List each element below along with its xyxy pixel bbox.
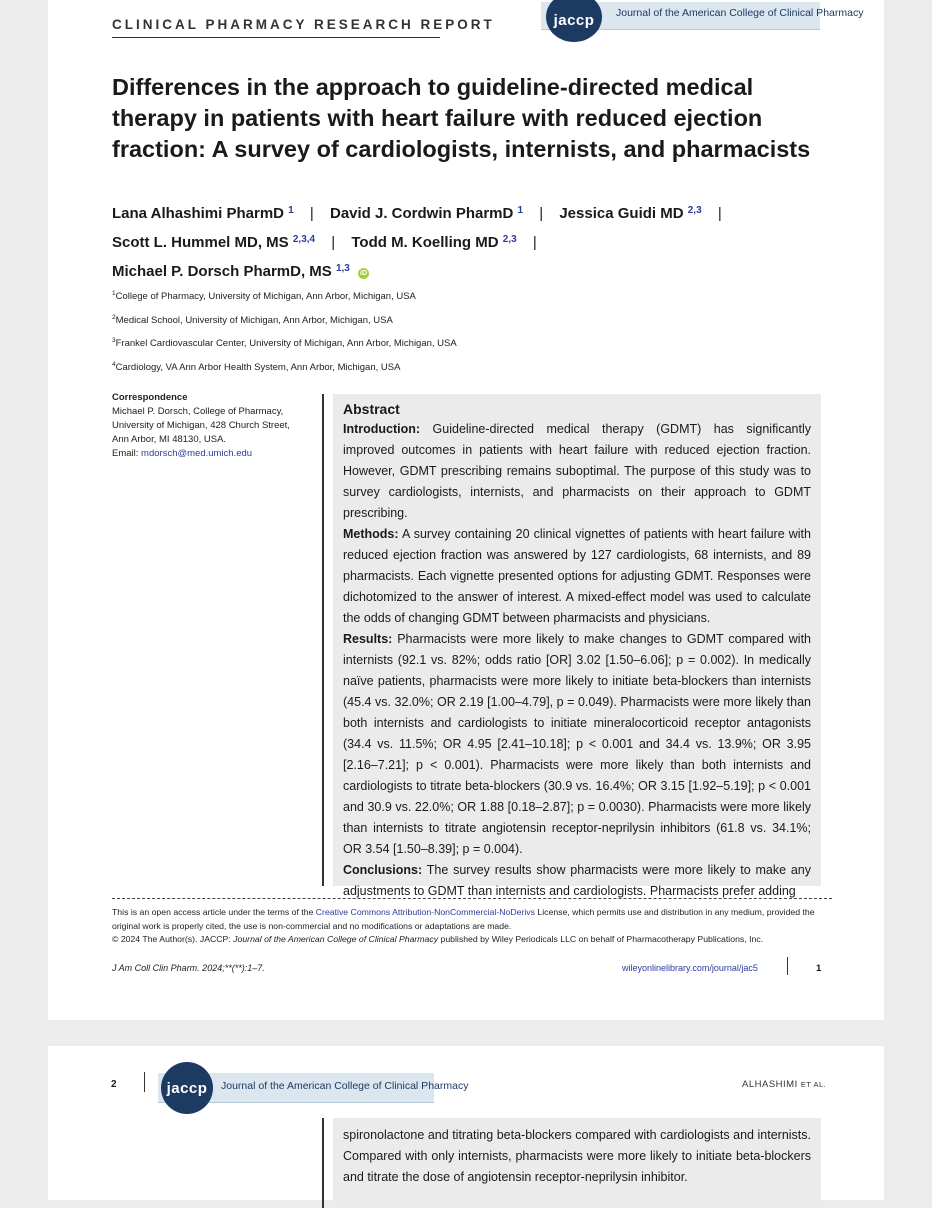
running-head bbox=[742, 1079, 826, 1090]
report-label-underline bbox=[112, 37, 440, 38]
journal-name[interactable]: Journal of the American College of Clinical Pharmacy bbox=[221, 1080, 469, 1092]
license-text: License, which permits use and distribution in any medium, provided the original work is properly cited, the use is non-commercial and no modifications or adaptations are made. bbox=[112, 907, 815, 931]
running-head-suffix: ET AL. bbox=[800, 1080, 827, 1089]
correspondence-email-row bbox=[112, 447, 312, 461]
author-separator: | bbox=[309, 205, 314, 222]
running-head-author: ALHASHIMI bbox=[742, 1079, 798, 1090]
correspondence-line: Michael P. Dorsch, College of Pharmacy, bbox=[112, 406, 284, 417]
abstract-conclusions bbox=[343, 860, 811, 902]
affiliation-text: Frankel Cardiovascular Center, University of Michigan, Ann Arbor, Michigan, USA bbox=[115, 338, 457, 349]
email-link[interactable]: mdorsch@med.umich.edu bbox=[141, 448, 253, 459]
journal-logo-icon[interactable]: jaccp bbox=[546, 0, 602, 42]
section-label: Methods: bbox=[343, 527, 399, 541]
author-name[interactable]: Scott L. Hummel MD, MS bbox=[112, 234, 289, 251]
affiliation-item bbox=[112, 331, 457, 355]
report-type-label: CLINICAL PHARMACY RESEARCH REPORT bbox=[112, 17, 495, 32]
author-list bbox=[112, 198, 832, 285]
article-page-1 bbox=[48, 0, 884, 1020]
license-text: This is an open access article under the terms of the bbox=[112, 907, 316, 917]
author-affiliation-ref[interactable]: 2,3 bbox=[687, 205, 702, 216]
license-notice bbox=[112, 906, 832, 947]
article-title: Differences in the approach to guideline-directed medical therapy in patients with heart failure with reduced ejection fraction: A survey of cardiologists, internists, and pharmacists bbox=[112, 74, 811, 162]
journal-url-link[interactable]: wileyonlinelibrary.com/journal/jac5 bbox=[622, 963, 758, 973]
affiliation-number: 3 bbox=[112, 337, 116, 344]
section-label: Conclusions: bbox=[343, 863, 423, 877]
author-name[interactable]: Jessica Guidi MD bbox=[559, 205, 684, 222]
correspondence-line: University of Michigan, 428 Church Street, bbox=[112, 420, 290, 431]
author-name[interactable]: David J. Cordwin PharmD bbox=[329, 205, 514, 222]
author-name[interactable]: Lana Alhashimi PharmD bbox=[112, 205, 284, 222]
author-affiliation-ref[interactable]: 2,3 bbox=[502, 234, 517, 245]
header-divider bbox=[144, 1072, 145, 1092]
abstract-box-continued bbox=[333, 1118, 821, 1208]
section-text: The survey results show pharmacists were more likely to make any adjustments to GDMT than internists and cardiologists. Pharmacists prefer adding bbox=[343, 863, 811, 898]
journal-logo-icon[interactable]: jaccp bbox=[161, 1062, 213, 1114]
section-label: Introduction: bbox=[343, 422, 421, 436]
author-separator: | bbox=[539, 205, 544, 222]
page-number: 2 bbox=[111, 1079, 117, 1090]
affiliation-item bbox=[112, 308, 457, 332]
section-text: Pharmacists were more likely to make changes to GDMT compared with internists (92.1 vs. 82%; odds ratio [OR] 3.02 [1.50–6.06]; p = 0.002). In medically naïve patients, pharmacists were more likely to initiate beta-blockers than internists (45.4 vs. 32.0%; OR 2.19 [1.00–4.79], p = 0.049). Pharmacists were more likely than both internists and cardiologists to initiate mineralocorticoid receptor antagonists (34.4 vs. 11.5%; OR 4.95 [2.41–10.18]; p < 0.001 and 34.4 vs. 13.9%; OR 3.95 [2.16–7.21]; p < 0.001). Pharmacists were more likely than both internists and cardiologists to titrate beta-blockers (30.9 vs. 16.4%; OR 3.15 [1.92–5.19]; p < 0.001 and 30.9 vs. 22.0%; OR 1.88 [0.18–2.87]; p = 0.0030). Pharmacists were more likely than internists to titrate angiotensin receptor-neprilysin inhibitors (61.8 vs. 34.1%; OR 3.54 [1.50–8.39]; p = 0.004). bbox=[343, 632, 811, 856]
affiliation-number: 1 bbox=[112, 290, 116, 297]
author-affiliation-ref[interactable]: 1 bbox=[517, 205, 524, 216]
footer-divider bbox=[787, 957, 788, 975]
author-affiliation-ref[interactable]: 2,3,4 bbox=[292, 234, 316, 245]
abstract-left-rule bbox=[322, 1118, 324, 1208]
abstract-results bbox=[343, 629, 811, 860]
affiliation-number: 2 bbox=[112, 313, 116, 321]
author-affiliation-ref[interactable]: 1 bbox=[288, 205, 294, 216]
page-number: 1 bbox=[816, 963, 822, 974]
author-name[interactable]: Michael P. Dorsch PharmD, MS bbox=[112, 263, 332, 280]
journal-name[interactable]: Journal of the American College of Clinical Pharmacy bbox=[616, 7, 864, 19]
abstract-left-rule bbox=[322, 394, 324, 886]
affiliation-item bbox=[112, 284, 457, 308]
email-label: Email: bbox=[112, 448, 139, 459]
abstract-introduction bbox=[343, 419, 811, 524]
affiliation-text: Medical School, University of Michigan, Ann Arbor, Michigan, USA bbox=[115, 314, 393, 326]
section-text: Guideline-directed medical therapy (GDMT) has significantly improved outcomes in patients with heart failure with reduced ejection fraction. However, GDMT prescribing remains suboptimal. The purpose of this study was to survey cardiologists, internists, and pharmacists on their approach to GDMT prescribing. bbox=[343, 422, 811, 520]
copyright-journal: Journal of the American College of Clinical Pharmacy bbox=[233, 934, 439, 944]
affiliation-number: 4 bbox=[112, 360, 116, 368]
article-page-2 bbox=[48, 1046, 884, 1200]
correspondence-heading: Correspondence bbox=[112, 392, 188, 403]
orcid-icon[interactable]: iD bbox=[360, 270, 368, 277]
section-text: A survey containing 20 clinical vignettes of patients with heart failure with reduced ejection fraction was answered by 127 cardiologists, 68 internists, and 89 pharmacists. Each vignette presented options for adjusting GDMT. Responses were dichotomized to the answer of interest. A mixed-effect model was used to calculate the odds of changing GDMT between pharmacists and physicians. bbox=[343, 527, 811, 625]
author-separator: | bbox=[717, 205, 722, 222]
affiliation-text: College of Pharmacy, University of Michigan, Ann Arbor, Michigan, USA bbox=[115, 291, 416, 302]
affiliation-item bbox=[112, 355, 457, 379]
copyright-text: published by Wiley Periodicals LLC on behalf of Pharmacotherapy Publications, Inc. bbox=[438, 934, 764, 944]
license-link[interactable]: Creative Commons Attribution-NonCommercial-NoDerivs bbox=[315, 907, 535, 917]
abstract-methods bbox=[343, 524, 811, 629]
author-affiliation-ref[interactable]: 1,3 bbox=[335, 263, 350, 274]
author-separator: | bbox=[331, 234, 336, 251]
author-separator: | bbox=[532, 234, 537, 251]
license-divider bbox=[112, 898, 832, 899]
author-name[interactable]: Todd M. Koelling MD bbox=[351, 234, 499, 251]
abstract-continued-text: spironolactone and titrating beta-blockers compared with cardiologists and internists. Compared with only internists, pharmacists were more likely to initiate beta-blockers and titrate the dose of angiotensin receptor-neprilysin inhibitor. bbox=[343, 1128, 811, 1184]
citation-footer: J Am Coll Clin Pharm. 2024;**(**):1–7. bbox=[112, 963, 265, 973]
copyright-text: © 2024 The Author(s). JACCP: bbox=[112, 934, 234, 944]
section-label: Results: bbox=[343, 632, 393, 646]
affiliation-text: Cardiology, VA Ann Arbor Health System, Ann Arbor, Michigan, USA bbox=[115, 361, 401, 373]
correspondence-block bbox=[112, 391, 312, 461]
abstract-box bbox=[333, 394, 821, 898]
abstract-heading: Abstract bbox=[343, 401, 400, 417]
affiliation-list bbox=[112, 284, 457, 378]
correspondence-line: Ann Arbor, MI 48130, USA. bbox=[112, 434, 227, 445]
